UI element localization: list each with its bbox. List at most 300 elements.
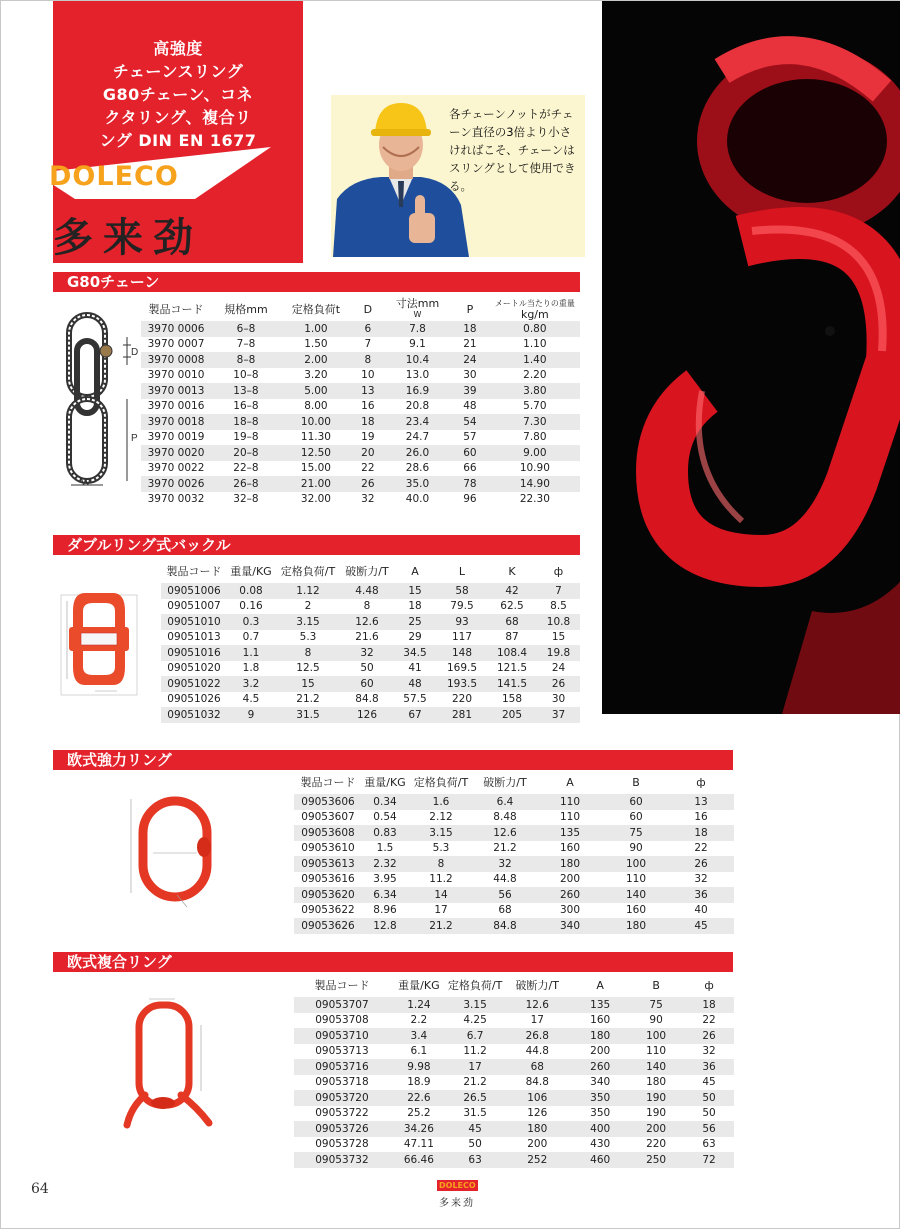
table-cell: 9.00	[490, 445, 580, 461]
table-cell: 23.4	[385, 414, 450, 430]
col-header-weight	[490, 297, 580, 321]
table-cell: 26–8	[211, 476, 281, 492]
table-cell: 200	[536, 872, 604, 888]
table-cell: 20.8	[385, 399, 450, 415]
table-cell: 09053716	[294, 1059, 390, 1075]
table-cell: 84.8	[341, 692, 393, 708]
table-header-row	[161, 559, 580, 583]
table-cell: 09051006	[161, 583, 227, 599]
table-cell: 140	[604, 887, 668, 903]
table-cell: 21.6	[341, 630, 393, 646]
euro-ring-diagram	[123, 795, 223, 911]
table-cell: 09053710	[294, 1028, 390, 1044]
col-header: 製品コード	[294, 973, 390, 997]
table-cell: 1.5	[362, 841, 408, 857]
table-cell: 9.98	[390, 1059, 448, 1075]
footer-logo	[437, 1173, 477, 1209]
table-cell: 2.2	[390, 1013, 448, 1029]
table-row	[141, 383, 580, 399]
table-cell: 126	[502, 1106, 572, 1122]
table-cell: 63	[684, 1137, 734, 1153]
table-cell: 180	[604, 918, 668, 934]
table-cell: 09053608	[294, 825, 362, 841]
table-cell: 31.5	[448, 1106, 502, 1122]
table-row	[161, 599, 580, 615]
table-cell: 18–8	[211, 414, 281, 430]
table-cell: 09051026	[161, 692, 227, 708]
table-cell: 48	[450, 399, 489, 415]
table-cell: 75	[604, 825, 668, 841]
table-cell: 67	[393, 707, 437, 723]
table-cell: 148	[437, 645, 487, 661]
table-cell: 60	[341, 676, 393, 692]
table-cell: 340	[572, 1075, 628, 1091]
table-cell: 1.40	[490, 352, 580, 368]
table-cell: 108.4	[487, 645, 537, 661]
col-header: B	[628, 973, 684, 997]
table-cell: 26.0	[385, 445, 450, 461]
table-cell: 35.0	[385, 476, 450, 492]
table-cell: 20	[351, 445, 385, 461]
table-cell: 7	[537, 583, 580, 599]
hero-title-line: 高強度	[153, 39, 203, 58]
hero-title-line: G80チェーン、コネ	[102, 85, 254, 104]
table-cell: 09053732	[294, 1152, 390, 1168]
table-cell: 11.2	[448, 1044, 502, 1060]
table-cell: 68	[502, 1059, 572, 1075]
table-cell: 42	[487, 583, 537, 599]
table-cell: 41	[393, 661, 437, 677]
table-cell: 17	[448, 1059, 502, 1075]
table-cell: 78	[450, 476, 489, 492]
table-cell: 56	[684, 1121, 734, 1137]
table-cell: 79.5	[437, 599, 487, 615]
table-cell: 15	[275, 676, 341, 692]
table-cell: 13–8	[211, 383, 281, 399]
table-cell: 17	[502, 1013, 572, 1029]
table-cell: 3970 0007	[141, 337, 211, 353]
table-cell: 54	[450, 414, 489, 430]
table-cell: 8.48	[474, 810, 536, 826]
table-cell: 84.8	[474, 918, 536, 934]
table-cell: 45	[448, 1121, 502, 1137]
table-row	[141, 476, 580, 492]
table-cell: 16.9	[385, 383, 450, 399]
col-header: 定格負荷/T	[408, 770, 474, 794]
table-row	[294, 1013, 734, 1029]
table-cell: 87	[487, 630, 537, 646]
table-cell: 3.15	[275, 614, 341, 630]
table-cell: 48	[393, 676, 437, 692]
table-row	[294, 794, 734, 810]
col-header: 重量/KG	[227, 559, 275, 583]
table-cell: 200	[572, 1044, 628, 1060]
table-cell: 10.00	[281, 414, 351, 430]
table-cell: 32	[684, 1044, 734, 1060]
col-header: ф	[668, 770, 734, 794]
double-ring-buckle-diagram	[59, 581, 141, 697]
table-cell: 340	[536, 918, 604, 934]
col-header: ф	[537, 559, 580, 583]
table-cell: 09053610	[294, 841, 362, 857]
table-cell: 09053613	[294, 856, 362, 872]
table-cell: 15	[537, 630, 580, 646]
table-cell: 19	[351, 430, 385, 446]
table-cell: 252	[502, 1152, 572, 1168]
table-cell: 24.7	[385, 430, 450, 446]
col-header: 寸法mm	[395, 297, 440, 310]
table-cell: 126	[341, 707, 393, 723]
table-cell: 13	[668, 794, 734, 810]
table-cell: 09051007	[161, 599, 227, 615]
table-cell: 17	[408, 903, 474, 919]
table-cell: 10.8	[537, 614, 580, 630]
table-cell: 3970 0008	[141, 352, 211, 368]
table-cell: 90	[628, 1013, 684, 1029]
note-text	[449, 105, 581, 195]
col-header: B	[604, 770, 668, 794]
table-row	[294, 997, 734, 1013]
table-cell: 117	[437, 630, 487, 646]
table-cell: 0.80	[490, 321, 580, 337]
table-cell: 0.3	[227, 614, 275, 630]
table-row	[294, 887, 734, 903]
table-cell: 1.50	[281, 337, 351, 353]
table-row	[141, 492, 580, 508]
table-cell: 84.8	[502, 1075, 572, 1091]
table-cell: 45	[668, 918, 734, 934]
col-header: P	[450, 297, 489, 321]
diagram-label-d: D	[131, 347, 139, 358]
table-cell: 16–8	[211, 399, 281, 415]
table-cell: 09051010	[161, 614, 227, 630]
euro-combo-ring-spec-table	[294, 973, 734, 1168]
table-cell: 21.2	[474, 841, 536, 857]
table-cell: 281	[437, 707, 487, 723]
table-cell: 21.2	[275, 692, 341, 708]
footer-brand-name: 多来劲	[439, 1198, 475, 1209]
table-cell: 160	[572, 1013, 628, 1029]
table-cell: 110	[536, 794, 604, 810]
table-cell: 09053720	[294, 1090, 390, 1106]
table-cell: 25	[393, 614, 437, 630]
table-row	[294, 810, 734, 826]
table-cell: 37	[537, 707, 580, 723]
table-row	[294, 872, 734, 888]
table-cell: 141.5	[487, 676, 537, 692]
table-cell: 60	[604, 794, 668, 810]
col-header: K	[487, 559, 537, 583]
brand-chinese-name: 多来劲	[53, 215, 203, 261]
table-cell: 4.48	[341, 583, 393, 599]
table-cell: 7	[351, 337, 385, 353]
table-row	[161, 583, 580, 599]
table-row	[294, 1106, 734, 1122]
table-cell: 190	[628, 1106, 684, 1122]
col-header: D	[351, 297, 385, 321]
table-cell: 20–8	[211, 445, 281, 461]
table-cell: 18	[450, 321, 489, 337]
table-cell: 44.8	[474, 872, 536, 888]
table-row	[294, 856, 734, 872]
table-cell: 63	[448, 1152, 502, 1168]
table-row	[141, 461, 580, 477]
table-cell: 09053707	[294, 997, 390, 1013]
table-cell: 3970 0022	[141, 461, 211, 477]
table-row	[294, 841, 734, 857]
table-cell: 3.2	[227, 676, 275, 692]
table-cell: 169.5	[437, 661, 487, 677]
diagram-label-w: W	[81, 477, 91, 488]
table-cell: 09051032	[161, 707, 227, 723]
table-cell: 2.00	[281, 352, 351, 368]
table-cell: 90	[604, 841, 668, 857]
table-cell: 6.7	[448, 1028, 502, 1044]
table-row	[161, 707, 580, 723]
table-cell: 3970 0026	[141, 476, 211, 492]
table-cell: 22.6	[390, 1090, 448, 1106]
table-cell: 135	[536, 825, 604, 841]
table-cell: 09053728	[294, 1137, 390, 1153]
table-cell: 09053616	[294, 872, 362, 888]
col-header: 製品コード	[161, 559, 227, 583]
col-header: 破断力/T	[341, 559, 393, 583]
table-cell: 135	[572, 997, 628, 1013]
table-cell: 220	[628, 1137, 684, 1153]
table-cell: 16	[351, 399, 385, 415]
note-line: る。	[449, 179, 472, 193]
table-cell: 180	[628, 1075, 684, 1091]
table-row	[141, 368, 580, 384]
table-cell: 57.5	[393, 692, 437, 708]
table-cell: 32	[668, 872, 734, 888]
table-cell: 8.96	[362, 903, 408, 919]
table-cell: 8	[408, 856, 474, 872]
table-cell: 1.8	[227, 661, 275, 677]
table-cell: 32.00	[281, 492, 351, 508]
table-cell: 60	[450, 445, 489, 461]
section-header-double-ring: ダブルリング式バックル	[53, 535, 580, 555]
col-header: メートル当たりの重量	[494, 298, 575, 308]
table-cell: 260	[536, 887, 604, 903]
table-cell: 140	[628, 1059, 684, 1075]
red-hook-chain-photo	[602, 1, 900, 714]
table-cell: 09053722	[294, 1106, 390, 1122]
table-cell: 12.5	[275, 661, 341, 677]
table-cell: 3970 0016	[141, 399, 211, 415]
table-row	[161, 630, 580, 646]
table-cell: 12.6	[474, 825, 536, 841]
table-cell: 13.0	[385, 368, 450, 384]
table-cell: 1.6	[408, 794, 474, 810]
table-cell: 26	[684, 1028, 734, 1044]
table-cell: 1.10	[490, 337, 580, 353]
hero-title	[53, 37, 303, 152]
table-cell: 68	[487, 614, 537, 630]
col-header: 重量/KG	[362, 770, 408, 794]
table-cell: 14	[408, 887, 474, 903]
table-cell: 57	[450, 430, 489, 446]
table-row	[294, 1137, 734, 1153]
table-row	[141, 414, 580, 430]
col-header: 重量/KG	[390, 973, 448, 997]
table-cell: 0.16	[227, 599, 275, 615]
table-cell: 26	[351, 476, 385, 492]
table-cell: 24	[450, 352, 489, 368]
g80-spec-table	[141, 297, 580, 507]
table-cell: 8–8	[211, 352, 281, 368]
table-row	[294, 1090, 734, 1106]
col-header: 定格負荷/T	[275, 559, 341, 583]
table-cell: 22	[351, 461, 385, 477]
col-header: 定格負荷/T	[448, 973, 502, 997]
table-cell: 0.83	[362, 825, 408, 841]
table-cell: 100	[628, 1028, 684, 1044]
table-cell: 10	[351, 368, 385, 384]
table-cell: 400	[572, 1121, 628, 1137]
table-cell: 62.5	[487, 599, 537, 615]
col-header: 破断力/T	[502, 973, 572, 997]
table-cell: 8	[351, 352, 385, 368]
table-cell: 7.80	[490, 430, 580, 446]
table-row	[141, 430, 580, 446]
table-cell: 110	[536, 810, 604, 826]
table-cell: 205	[487, 707, 537, 723]
table-cell: 22	[684, 1013, 734, 1029]
table-cell: 7.8	[385, 321, 450, 337]
col-header: A	[536, 770, 604, 794]
note-line: ーン直径の3倍より小さ	[449, 125, 572, 139]
table-cell: 66.46	[390, 1152, 448, 1168]
table-cell: 260	[572, 1059, 628, 1075]
table-cell: 16	[668, 810, 734, 826]
table-cell: 68	[474, 903, 536, 919]
table-cell: 75	[628, 997, 684, 1013]
table-cell: 300	[536, 903, 604, 919]
table-cell: 13	[351, 383, 385, 399]
table-cell: 18	[668, 825, 734, 841]
table-cell: 09053607	[294, 810, 362, 826]
col-header: A	[572, 973, 628, 997]
table-cell: 6–8	[211, 321, 281, 337]
table-cell: 3.20	[281, 368, 351, 384]
col-header: ф	[684, 973, 734, 997]
table-cell: 350	[572, 1090, 628, 1106]
table-cell: 11.30	[281, 430, 351, 446]
table-cell: 09053606	[294, 794, 362, 810]
table-cell: 26.8	[502, 1028, 572, 1044]
col-header: 破断力/T	[474, 770, 536, 794]
table-cell: 09051020	[161, 661, 227, 677]
table-cell: 19–8	[211, 430, 281, 446]
table-cell: 09053622	[294, 903, 362, 919]
table-cell: 10.4	[385, 352, 450, 368]
table-cell: 21.2	[408, 918, 474, 934]
note-line: ければこそ、チェーンは	[449, 143, 575, 157]
table-cell: 09053620	[294, 887, 362, 903]
table-header-row	[141, 297, 580, 321]
table-cell: 200	[628, 1121, 684, 1137]
table-cell: 158	[487, 692, 537, 708]
table-cell: 12.8	[362, 918, 408, 934]
table-cell: 22	[668, 841, 734, 857]
table-cell: 2	[275, 599, 341, 615]
table-cell: 10–8	[211, 368, 281, 384]
table-cell: 3970 0019	[141, 430, 211, 446]
table-cell: 50	[684, 1090, 734, 1106]
table-cell: 72	[684, 1152, 734, 1168]
euro-combo-ring-diagram	[121, 995, 221, 1133]
table-cell: 193.5	[437, 676, 487, 692]
table-row	[161, 676, 580, 692]
table-cell: 350	[572, 1106, 628, 1122]
table-cell: 6.1	[390, 1044, 448, 1060]
table-cell: 11.2	[408, 872, 474, 888]
table-cell: 09053626	[294, 918, 362, 934]
table-cell: 8	[341, 599, 393, 615]
table-cell: 8	[275, 645, 341, 661]
page-number: 64	[31, 1181, 49, 1197]
hero-title-line: チェーンスリング	[112, 62, 244, 81]
table-cell: 32	[474, 856, 536, 872]
table-cell: 2.20	[490, 368, 580, 384]
table-header-row	[294, 770, 734, 794]
footer-logo-mark: DOLECO	[439, 1181, 476, 1190]
table-cell: 9.1	[385, 337, 450, 353]
table-row	[161, 614, 580, 630]
table-cell: 8.5	[537, 599, 580, 615]
table-cell: 2.12	[408, 810, 474, 826]
col-header: 定格負荷t	[281, 297, 351, 321]
table-cell: 0.34	[362, 794, 408, 810]
hero-title-line: クタリング、複合リ	[104, 108, 252, 127]
table-row	[141, 445, 580, 461]
table-cell: 09053726	[294, 1121, 390, 1137]
table-cell: 3970 0013	[141, 383, 211, 399]
table-cell: 36	[668, 887, 734, 903]
table-cell: 34.5	[393, 645, 437, 661]
table-row	[141, 321, 580, 337]
table-cell: 09051016	[161, 645, 227, 661]
table-cell: 15	[393, 583, 437, 599]
table-cell: 1.1	[227, 645, 275, 661]
table-cell: 3.15	[408, 825, 474, 841]
table-cell: 3.95	[362, 872, 408, 888]
table-cell: 4.5	[227, 692, 275, 708]
table-row	[294, 825, 734, 841]
section-header-g80: G80チェーン	[53, 272, 580, 292]
table-cell: 24	[537, 661, 580, 677]
note-line: 各チェーンノットがチェ	[449, 107, 574, 121]
table-cell: 31.5	[275, 707, 341, 723]
table-cell: 40	[668, 903, 734, 919]
table-cell: 180	[572, 1028, 628, 1044]
table-cell: 180	[502, 1121, 572, 1137]
table-cell: 32	[351, 492, 385, 508]
table-cell: 44.8	[502, 1044, 572, 1060]
table-row	[141, 399, 580, 415]
table-cell: 180	[536, 856, 604, 872]
table-cell: 5.3	[275, 630, 341, 646]
table-cell: 34.26	[390, 1121, 448, 1137]
table-cell: 32	[341, 645, 393, 661]
table-cell: 430	[572, 1137, 628, 1153]
table-cell: 12.6	[341, 614, 393, 630]
table-cell: 1.24	[390, 997, 448, 1013]
table-cell: 30	[537, 692, 580, 708]
table-cell: 14.90	[490, 476, 580, 492]
table-cell: 18	[351, 414, 385, 430]
